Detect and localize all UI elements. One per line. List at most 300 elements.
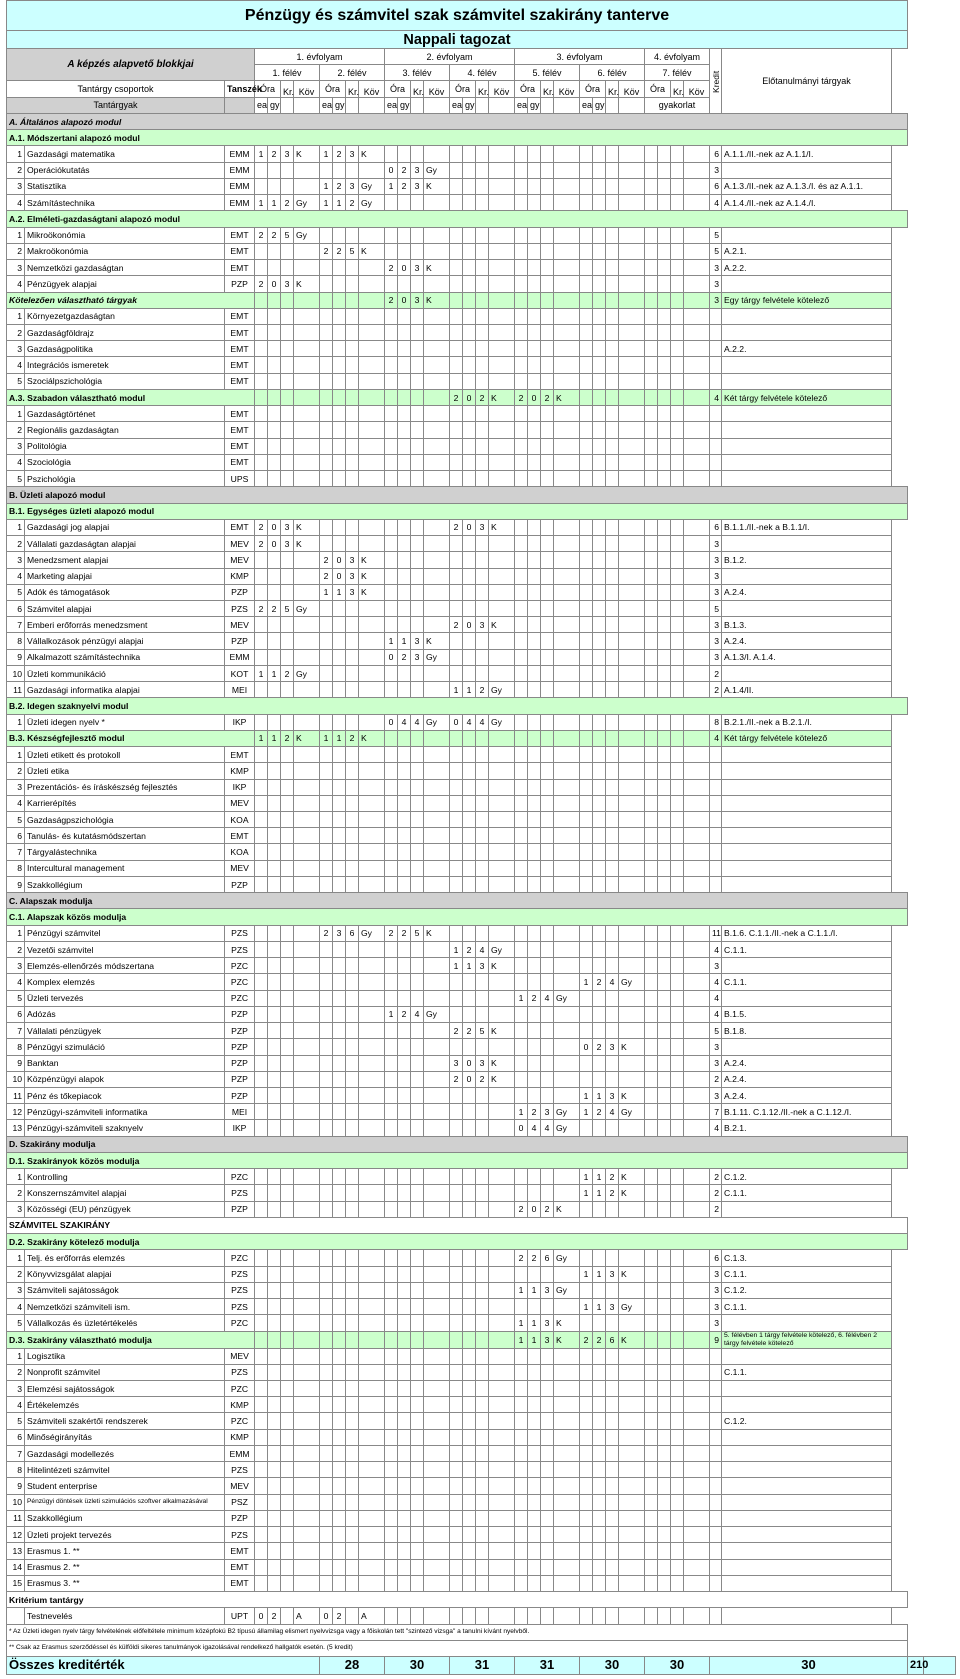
semester-7-value [658,1023,671,1039]
semester-4-value [450,552,463,568]
semester-6-value [593,260,606,276]
credit-value: 4 [710,974,722,990]
semester-6-value [580,260,593,276]
dept-code: PZP [225,876,255,892]
semester-3-value [385,519,398,535]
dept-code: MEV [225,860,255,876]
semester-1-value [255,649,268,665]
semester-4-value: 1 [450,682,463,698]
semester-4-value [476,1575,489,1591]
table-row [7,1169,956,1185]
semester-1-value [255,633,268,649]
course-name: Vállalati pénzügyek [25,1023,225,1039]
semester-4-value [463,1299,476,1315]
semester-1-value [255,324,268,340]
semester-4-value [450,1559,463,1575]
semester-4-value [489,471,515,487]
semester-4-value [489,1006,515,1022]
table-row [7,487,956,503]
credit-value: 11 [710,925,722,941]
dept-code: EMT [225,828,255,844]
semester-5-value [515,1299,528,1315]
semester-2-value [346,260,359,276]
semester-3-value [398,1429,411,1445]
credit-value [710,1364,722,1380]
semester-4-value [489,552,515,568]
semester-3-value [424,536,450,552]
semester-6-value [619,1250,645,1266]
semester-5-value [541,1413,554,1429]
semester-4-value [463,1397,476,1413]
semester-1-value [268,389,281,405]
semester-2-value [320,665,333,681]
semester-2-value [333,438,346,454]
semester-3-value [398,1299,411,1315]
semester-3-value [424,341,450,357]
semester-3-value [424,958,450,974]
semester-2-value: 3 [346,552,359,568]
credit-value: 5 [710,600,722,616]
semester-1-value [281,584,294,600]
semester-2-value [320,1282,333,1298]
semester-7-value [684,454,710,470]
semester-4-value [450,1608,463,1624]
semester-6-value [580,1445,593,1461]
course-name: Vállalkozások pénzügyi alapjai [25,633,225,649]
semester-3-value: Gy [424,649,450,665]
semester-1-value [281,1348,294,1364]
semester-4-value [476,1299,489,1315]
semester-7-value [658,584,671,600]
semester-4-value [489,227,515,243]
semester-3-value [398,552,411,568]
semester-5-value [528,795,541,811]
semester-7-value [684,1071,710,1087]
semester-3-value [385,600,398,616]
table-row [7,1136,956,1152]
semester-2-value [320,763,333,779]
semester-7-value [671,227,684,243]
course-name: Pénzügyi számvitel [25,925,225,941]
semester-2-value [346,1120,359,1136]
semester-5-value [554,1429,580,1445]
semester-7-value [671,1559,684,1575]
semester-7-value [684,422,710,438]
semester-7-value [645,1380,658,1396]
semester-4-value [476,860,489,876]
semester-2-value [359,1559,385,1575]
semester-4-value [450,1120,463,1136]
ea-label: ea [515,97,528,113]
semester-3-value [424,1071,450,1087]
semester-7-value [671,422,684,438]
semester-4-value [476,1527,489,1543]
semester-2-value [333,763,346,779]
semester-6-value [619,1397,645,1413]
semester-2-value [333,682,346,698]
semester-4-value [463,1559,476,1575]
semester-4-value [489,308,515,324]
semester-7-value [658,617,671,633]
semester-6-value [619,454,645,470]
semester-4-value [489,568,515,584]
prereq-value: Egy tárgy felvétele kötelező [722,292,892,308]
semester-6-value [580,1575,593,1591]
semester-2-value [346,812,359,828]
semester-5-value [528,373,541,389]
semester-4-value: 0 [463,519,476,535]
semester-1-value [268,1315,281,1331]
semester-6-value [606,747,619,763]
semester-1-value [281,876,294,892]
course-name: Minőségirányítás [25,1429,225,1445]
semester-3-value: K [424,178,450,194]
semester-1-value [255,974,268,990]
row-number: 2 [7,941,25,957]
semester-2-value [320,1201,333,1217]
prereq-value [722,1462,892,1478]
semester-6-value [593,633,606,649]
semester-7-value [645,1527,658,1543]
semester-3-value [411,1397,424,1413]
semester-4-value [489,584,515,600]
prereq-value: B.1.5. [722,1006,892,1022]
semester-6-value [619,682,645,698]
course-name: Közpénzügyi alapok [25,1071,225,1087]
credit-value [710,1478,722,1494]
semester-3-value [398,1348,411,1364]
ea-label: ea [450,97,463,113]
semester-6-value [580,357,593,373]
semester-1-value [294,1331,320,1348]
semester-6-value [593,730,606,746]
semester-6-value [606,373,619,389]
semester-6-value [580,1315,593,1331]
semester-7-value [671,1250,684,1266]
semester-1-value [255,844,268,860]
semester-3-value [424,584,450,600]
semester-6-value [619,341,645,357]
table-row [7,1315,956,1331]
row-number: 3 [7,438,25,454]
semester-5-value: 4 [528,1120,541,1136]
semester-4-value [476,552,489,568]
semester-2-value [359,1071,385,1087]
semester-7-value [658,876,671,892]
semester-4-value: 2 [450,1071,463,1087]
semester-1-value: 5 [281,227,294,243]
prereq-value [722,1201,892,1217]
semester-4-value [463,844,476,860]
course-name: Közösségi (EU) pénzügyek [25,1201,225,1217]
semester-7-value [684,1282,710,1298]
semester-2-value [320,1380,333,1396]
semester-6-value [619,1364,645,1380]
semester-3-value [385,341,398,357]
semester-4-value [476,1201,489,1217]
semester-5-value [554,876,580,892]
semester-1-value [255,779,268,795]
semester-3-value [398,1445,411,1461]
semester-2-value [346,795,359,811]
semester-7-value [645,828,658,844]
semester-5-value [528,438,541,454]
semester-4-value: 1 [450,958,463,974]
semester-2-value [320,958,333,974]
semester-1-value [255,1494,268,1510]
semester-7-value [671,1510,684,1526]
semester-3-value [411,958,424,974]
kr-label: Kr. [671,81,684,97]
semester-1-value [268,779,281,795]
table-row [7,471,956,487]
row-number: 3 [7,178,25,194]
semester-7-value [684,763,710,779]
semester-4-value [476,1478,489,1494]
semester-5-value [541,178,554,194]
semester-4-value [489,795,515,811]
semester-5-value: K [554,389,580,405]
semester-3-value [398,1315,411,1331]
semester-5-value: K [554,1315,580,1331]
semester-7-value [645,844,658,860]
semester-6-value [619,617,645,633]
semester-7-value [671,389,684,405]
semester-7-value [658,276,671,292]
semester-2-value [333,1055,346,1071]
semester-1-value [268,812,281,828]
row-number: 2 [7,763,25,779]
semester-1-value: 1 [255,665,268,681]
semester-1-value [294,1413,320,1429]
semester-6-value [606,568,619,584]
semester-2-value: 5 [346,243,359,259]
prereq-value: B.1.2. [722,552,892,568]
semester-7-value [658,633,671,649]
credit-value: 4 [710,941,722,957]
credit-value [710,341,722,357]
semester-2-value [346,308,359,324]
row-number: 2 [7,536,25,552]
semester-3-value [398,1413,411,1429]
semester-7-value [671,828,684,844]
semester-6-value: 2 [606,1185,619,1201]
semester-6-value [580,1478,593,1494]
semester-3-value [398,1201,411,1217]
semester-7-value [671,195,684,211]
semester-7-value [658,308,671,324]
semester-6-value [593,1608,606,1624]
dept-code: EMT [225,747,255,763]
semester-4-value [476,844,489,860]
semester-2-value [320,406,333,422]
semester-3-value: 1 [385,178,398,194]
semester-7-value [658,568,671,584]
dept-code: KMP [225,1397,255,1413]
semester-5-value [554,454,580,470]
semester-7-value [671,617,684,633]
semester-5-value [554,341,580,357]
semester-2-value [359,600,385,616]
credit-value: 3 [710,552,722,568]
semester-2-value [359,1006,385,1022]
semester-7-value [684,243,710,259]
prereq-value: C.1.1. [722,1185,892,1201]
course-name: Szakkollégium [25,876,225,892]
semester-6-value [580,438,593,454]
prereq-value [722,1397,892,1413]
semester-5-value [554,812,580,828]
semester-6-value [593,1429,606,1445]
semester-4-value [450,665,463,681]
semester-5-value [541,438,554,454]
course-name: Üzleti tervezés [25,990,225,1006]
semester-7-value [645,633,658,649]
semester-4-value [450,146,463,162]
semester-3-value [398,730,411,746]
semester-5-value [528,1429,541,1445]
semester-4-value [476,292,489,308]
semester-4-value [476,243,489,259]
semester-7-value [658,454,671,470]
course-name: Erasmus 3. ** [25,1575,225,1591]
semester-6-value [606,1348,619,1364]
semester-7-value [684,471,710,487]
semester-4-value [450,730,463,746]
row-number: 8 [7,633,25,649]
semester-2-value: K [359,730,385,746]
semester-7-value [645,1494,658,1510]
semester-6-value [580,600,593,616]
table-row [7,503,956,519]
semester-7-value [684,747,710,763]
semester-7: 7. félév [645,65,710,81]
semester-6-value: 1 [580,1169,593,1185]
semester-2-value [359,1250,385,1266]
semester-2-value [346,633,359,649]
semester-4-value [450,324,463,340]
course-name: Nemzetközi gazdaságtan [25,260,225,276]
semester-3-value [411,1104,424,1120]
semester-2-value [346,941,359,957]
semester-6-value [593,1380,606,1396]
semester-5-value [541,1266,554,1282]
semester-1-value [281,941,294,957]
semester-1-value [268,324,281,340]
semester-6-value [580,373,593,389]
semester-5-value [528,925,541,941]
semester-6-value [619,146,645,162]
dept-code: IKP [225,1120,255,1136]
semester-2-value [333,795,346,811]
semester-2-value [320,941,333,957]
semester-7-value [671,844,684,860]
semester-7-value [658,828,671,844]
semester-3-value [411,1055,424,1071]
ora-label: Óra [645,81,671,97]
semester-7-value [658,389,671,405]
semester-7-value [645,422,658,438]
semester-2-value [320,1039,333,1055]
semester-4-value [450,1348,463,1364]
semester-5-value [554,1299,580,1315]
semester-5-value [554,552,580,568]
semester-6-value [593,1282,606,1298]
semester-6-value [606,438,619,454]
semester-4-value [450,925,463,941]
semester-1-value [294,795,320,811]
semester-3-value [411,763,424,779]
semester-6-value: 4 [606,1104,619,1120]
semester-3-value [385,844,398,860]
kov-label: Köv [359,81,385,97]
semester-2-value: 2 [320,925,333,941]
semester-7-value [658,1282,671,1298]
footnote: * Az Üzleti idegen nyelv tárgy felvételének előfeltétele minimum középfokú B2 típusú államilag elismert nyelvvizsga vagy a főiskolán tett "szintező vizsga" a tanulni kívánt nyelvből. [7,1624,908,1640]
semester-5-value [515,1575,528,1591]
semester-1-value [294,422,320,438]
semester-5-value [554,763,580,779]
semester-7-value [658,471,671,487]
semester-3-value [411,747,424,763]
credit-value: 5 [710,1023,722,1039]
semester-5-value [541,1575,554,1591]
semester-7-value [658,1478,671,1494]
semester-4-value [476,1348,489,1364]
semester-3-value: 3 [411,292,424,308]
dept-code: PZS [225,1282,255,1298]
table-row [7,876,956,892]
semester-5-value [541,1169,554,1185]
semester-7-value [645,357,658,373]
section-header: B.2. Idegen szaknyelvi modul [7,698,908,714]
semester-1-value [268,406,281,422]
semester-3-value [385,779,398,795]
semester-1-value [294,1299,320,1315]
semester-3-value [398,1250,411,1266]
semester-3-value [398,941,411,957]
semester-6-value [606,1494,619,1510]
semester-7-value [645,1120,658,1136]
semester-1-value [255,1201,268,1217]
semester-2-value [346,1494,359,1510]
table-row [7,1397,956,1413]
semester-3-value [385,1039,398,1055]
ea-label: ea [580,97,593,113]
table-row [7,341,956,357]
semester-4-value [476,828,489,844]
semester-1-value [268,243,281,259]
semester-1-value [294,568,320,584]
kr-label: Kr. [281,81,294,97]
semester-4-value [450,1104,463,1120]
course-name: Operációkutatás [25,162,225,178]
semester-4-value [489,1494,515,1510]
semester-1-value [268,1397,281,1413]
semester-3-value [385,389,398,405]
semester-5-value [541,958,554,974]
dept-code: PZC [225,958,255,974]
semester-1-value: 1 [268,195,281,211]
semester-7-value [645,795,658,811]
semester-2-value [320,617,333,633]
semester-3-value [398,1380,411,1396]
semester-5-value [541,1527,554,1543]
semester-3-value [385,1201,398,1217]
semester-5-value [528,1071,541,1087]
semester-1-value [255,860,268,876]
semester-3-value [398,763,411,779]
